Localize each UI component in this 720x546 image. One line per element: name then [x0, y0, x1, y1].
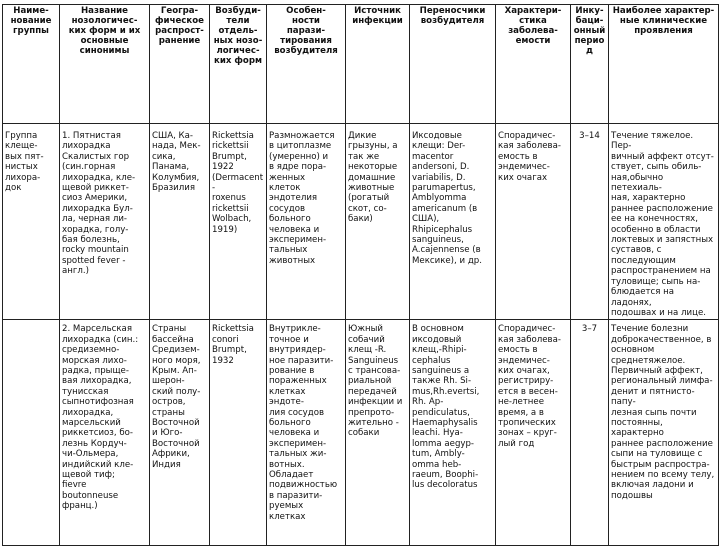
cell-clinical: Течение болезни доброкачественное, в основном среднетяжелое. Первичный аффект, региональный лимфа- денит и пятнисто-папу- лезная сыпь почти постоянны, характерно раннее расположение сыпи на туловище с быстрым распростра- нением по всему телу, включая ладони и подошвы [609, 320, 719, 546]
header-vectors: Переносчики возбудителя [410, 5, 496, 124]
cell-morbidity: Спорадичес- кая заболева- емость в эндемичес- ких очагах [496, 124, 571, 320]
header-group: Наиме- нование группы [3, 5, 60, 124]
cell-parasitism: Внутрикле- точное и внутриядер- ное паразити- рование в пораженных клетках эндоте- лия сосудов больного человека и эксперимен- тальных жи- вотных. Обладает подвижностью в паразити- руемых клетках [267, 320, 346, 546]
cell-parasitism: Размножается в цитоплазме (умеренно) и в ядре пора- женных клеток эндотелия сосудов больного человека и эксперимен- тальных животных [267, 124, 346, 320]
cell-geo: США, Ка- нада, Мек- сика, Панама, Колумбия, Бразилия [150, 124, 210, 320]
disease-table [2, 4, 719, 546]
header-agent: Возбуди- тели отдель- ных нозо- логичес- ких форм [210, 5, 267, 124]
cell-incubation: 3–14 [571, 124, 609, 320]
table-row [3, 124, 719, 320]
header-morbidity: Характери- стика заболева- емости [496, 5, 571, 124]
cell-geo: Страны бассейна Средизем- ного моря, Крым. Ап- шерон- ский полу- остров, страны Восточной и Юго- Восточной Африки, Индия [150, 320, 210, 546]
header-row [3, 5, 719, 124]
cell-name: 1. Пятнистая лихорадка Скалистых гор (син.горная лихорадка, кле- щевой риккет- сиоз Америки, лихорадка Бул- ла, черная ли- хорадка, голу- бая болезнь, rocky mountain spotted fever - англ.) [60, 124, 150, 320]
header-name: Название нозологичес- ких форм и их основные синонимы [60, 5, 150, 124]
cell-vectors: В основном иксодовый клещ,-Rhipi- cephalus sanguineus а также Rh. Si- mus,Rh.evertsi, Rh. Ap- pendiculatus, Haemaphysalis leachi. Hya- lomma aegyp- tum, Ambly- omma heb- raeum, Boophi- lus decoloratus [410, 320, 496, 546]
cell-clinical: Течение тяжелое. Пер- вичный аффект отсут- ствует, сыпь обиль- ная,обычно петехиаль- ная, характерно раннее расположение ее на конечностях, особенно в области локтевых и запястных суставов, с последующим распространением на туловище; сыпь на- блюдается на ладонях, подошвах и на лице. [609, 124, 719, 320]
cell-vectors: Иксодовые клещи: Der- macentor andersoni, D. variabilis, D. parumapertus, Amblyomma americanum (в США), Rhipicephalus sanguineus, A.cajennense (в Мексике), и др. [410, 124, 496, 320]
cell-incubation: 3–7 [571, 320, 609, 546]
cell-agent: Rickettsia rickettsii Brumpt, 1922 (Dermacent- roxenus rickettsii Wolbach, 1919) [210, 124, 267, 320]
cell-group: Группа клеще- вых пят- нистых лихора- док [3, 124, 60, 320]
header-source: Источник инфекции [346, 5, 410, 124]
header-clinical: Наиболее характер- ные клинические проявления [609, 5, 719, 124]
header-geo: Геогра- фическое распрост- ранение [150, 5, 210, 124]
header-parasitism: Особен- ности парази- тирования возбудителя [267, 5, 346, 124]
table-row [3, 320, 719, 546]
cell-source: Дикие грызуны, а так же некоторые домашние животные (рогатый скот, со- баки) [346, 124, 410, 320]
cell-agent: Rickettsia conori Brumpt, 1932 [210, 320, 267, 546]
cell-source: Южный собачий клещ -R. Sanguineus с трансова- риальной передачей инфекции и препрото- жительно - собаки [346, 320, 410, 546]
cell-morbidity: Спорадичес- кая заболева- емость в эндемичес- ких очагах, регистриру- ется в весен- не-летнее время, а в тропических зонах – круг- лый год [496, 320, 571, 546]
cell-name: 2. Марсельская лихорадка (син.: средиземно- морская лихо- радка, прыще- вая лихорадка, тунисская сыпнотифозная лихорадка, марсельский риккетсиоз, бо- лезнь Кордуч- чи-Ольмера, индийский кле- щевой тиф; fievre boutonneuse франц.) [60, 320, 150, 546]
cell-group [3, 320, 60, 546]
header-incubation: Инку- баци- онный период [571, 5, 609, 124]
